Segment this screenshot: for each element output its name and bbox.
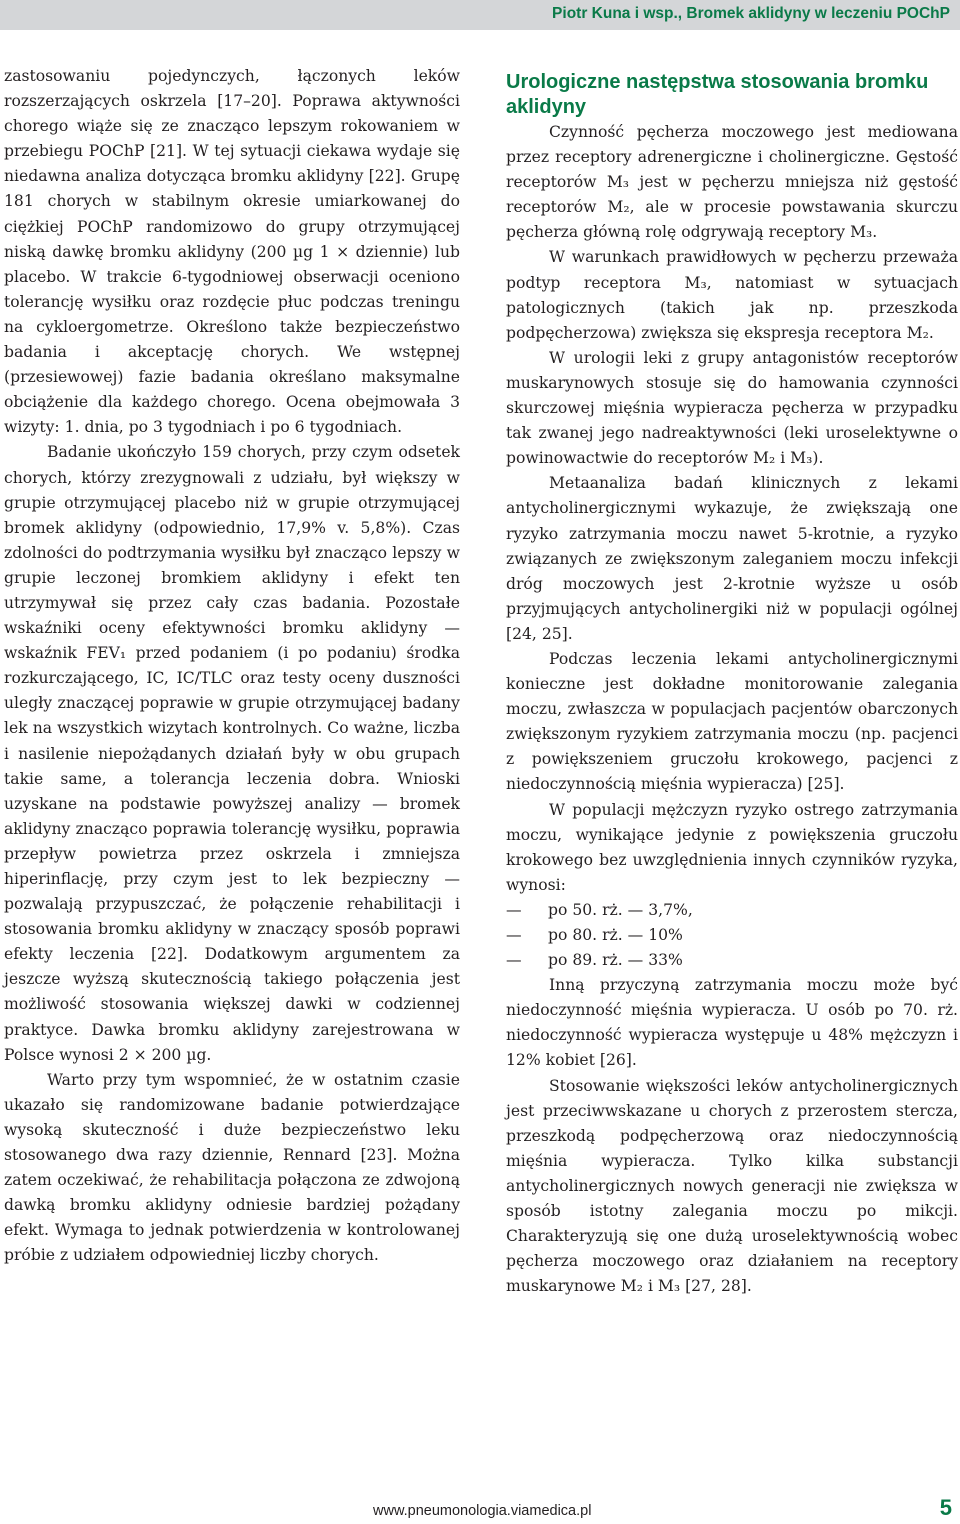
section-title: Urologiczne następstwa stosowania bromku aklidyny [506,71,929,118]
left-paragraph-1: zastosowaniu pojedynczych, łączonych leków rozszerzających oskrzela [17–20]. Poprawa aktywności chorego wiąże się ze znacząco lepszym rokowaniem w przebiegu POChP [21]. W tej sytuacji ciekawa wydaje się niedawna analiza dotycząca bromku aklidyny [22]. Grupę 181 chorych w stabilnym okresie umiarkowanej do ciężkiej POChP randomizowo do grupy otrzymującej niską dawkę bromku aklidyny (200 µg 1 × dziennie) lub placebo. W trakcie 6-tygodniowej obserwacji oceniono tolerancję wysiłku oraz rozdęcie płuc podczas treningu na cykloergometrze. Określono także bezpieczeństwo badania i akceptację chorych. We wstępnej (przesiewowej) fazie badania określano maksymalne obciążenie dla każdego chorego. Ocena obejmowała 3 wizyty: 1. dnia, po 3 tygodniach i po 6 tygodniach. [4,67,460,437]
header-running-title: Bromek aklidyny w leczeniu POChP [686,5,950,22]
right-paragraph-1: Czynność pęcherza moczowego jest mediowana przez receptory adrenergiczne i cholinergiczne. Gęstość receptorów M₃ jest w pęcherzu mniejsza niż gęstość receptorów M₂, ale w procesie powstawania skurczu pęcherza główną rolę odgrywają receptory M₃. [506,123,958,242]
list-dash: — [506,951,522,970]
right-column [506,64,958,1299]
list-item [506,948,958,973]
list-item-text: po 89. rż. — 33% [548,951,683,970]
list-item [506,923,958,948]
left-paragraph-2: Badanie ukończyło 159 chorych, przy czym odsetek chorych, którzy zrezygnowali z udziału, był większy w grupie otrzymującej placebo niż w grupie otrzymującej bromek aklidyny (odpowiednio, 17,9% v. 5,8%). Czas zdolności do podtrzymania wysiłku był znacząco lepszy w grupie leczonej bromkiem aklidyny i efekt ten utrzymywał się przez cały czas badania. Pozostałe wskaźniki oceny efektywności bromku aklidyny — wskaźnik FEV₁ przed podaniem (i po podaniu) środka rozkurczającego, IC, IC/TLC oraz testy oceny duszności uległy znaczącej poprawie w grupie otrzymującej badany lek na wszystkich wizytach kontrolnych. Co ważne, liczba i nasilenie niepożądanych działań były w obu grupach takie same, a tolerancja leczenia dobra. Wnioski uzyskane na podstawie powyższej analizy — bromek aklidyny znacząco poprawia tolerancję wysiłku, poprawia przepływ powietrza przez oskrzela i zmniejsza hiperinflację, przy czym jest to lek bezpieczny — pozwalają przypuszczać, że połączenie rehabilitacji i stosowania bromku aklidyny w znaczący sposób poprawi efekty leczenia [22]. Dodatkowym argumentem za jeszcze wyższą skutecznością takiego połączenia jest możliwość stosowania większej dawki w codziennej praktyce. Dawka bromku aklidyny zarejestrowana w Polsce wynosi 2 × 200 µg. [4,443,460,1064]
header-authors: Piotr Kuna i wsp. [552,5,678,22]
list-item-text: po 50. rż. — 3,7%, [548,900,693,919]
list-dash: — [506,926,522,944]
running-header-text [552,5,950,23]
right-paragraph-2: W warunkach prawidłowych w pęcherzu przeważa podtyp receptora M₃, natomiast w sytuacjach patologicznych (takich jak np. przeszkoda podpęcherzowa) zwiększa się ekspresja receptora M₂. [506,248,958,342]
right-paragraph-4: Metaanaliza badań klinicznych z lekami antycholinergicznymi wykazuje, że zwiększają one ryzyko zatrzymania moczu nawet 5-krotnie, a ryzyko związanych ze zwiększonym zaleganiem moczu infekcji dróg moczowych jest 2-krotnie wyższe u osób przyjmujących antycholinergiki niż w populacji ogólnej [24, 25]. [506,474,958,643]
right-paragraph-6: W populacji mężczyzn ryzyko ostrego zatrzymania moczu, wynikające jedynie z powiększenia gruczołu krokowego bez uwzględnienia innych czynników ryzyka, wynosi: [506,800,958,894]
list-dash: — [506,900,522,919]
right-paragraph-8: Stosowanie większości leków antycholinergicznych jest przeciwwskazane u chorych z przerostem stercza, przeszkodą podpęcherzową oraz niedoczynnością mięśnia wypieracza. Tylko kilka substancji antycholinergicznych nowych generacji nie zwiększa w sposób istotny zalegania moczu po mikcji. Charakteryzują się one dużą uroselektywnością wobec pęcherza moczowego oraz działaniem na receptory muskarynowe M₂ i M₃ [27, 28]. [506,1076,958,1296]
right-paragraph-3: W urologii leki z grupy antagonistów receptorów muskarynowych stosuje się do hamowania czynności skurczowej mięśnia wypieracza pęcherza w przypadku tak zwanej jego nadreaktywności (leki uroselektywne o powinowactwie do receptorów M₂ i M₃). [506,348,958,468]
list-item [506,898,958,923]
list-item-text: po 80. rż. — 10% [548,926,683,944]
right-paragraph-5: Podczas leczenia lekami antycholinergicznymi konieczne jest dokładne monitorowanie zalegania moczu, zwłaszcza w populacjach pacjentów obarczonych zwiększonym ryzykiem zatrzymania moczu (np. pacjenci z powiększeniem gruczołu krokowego, pacjenci z niedoczynnością mięśnia wypieracza) [25]. [506,649,958,794]
left-column [4,64,460,1269]
left-paragraph-3: Warto przy tym wspomnieć, że w ostatnim czasie ukazało się randomizowane badanie potwierdzające wysoką skuteczność i duże bezpieczeństwo leku stosowanego dwa razy dziennie, Rennard [23]. Można zatem oczekiwać, że rehabilitacja połączona ze zdwojoną dawką bromku aklidyny odniesie bardziej pożądany efekt. Wymaga to jednak potwierdzenia w kontrolowanej próbie z udziałem odpowiedniej liczby chorych. [4,1070,460,1265]
footer-url: www.pneumonologia.viamedica.pl [373,1503,592,1519]
header-separator: , [677,5,687,22]
running-header [0,0,960,30]
right-paragraph-7: Inną przyczyną zatrzymania moczu może być niedoczynność mięśnia wypieracza. U osób po 70. rż. niedoczynność wypieracza występuje u 48% mężczyzn i 12% kobiet [26]. [506,976,958,1070]
page-number: 5 [939,1495,952,1520]
